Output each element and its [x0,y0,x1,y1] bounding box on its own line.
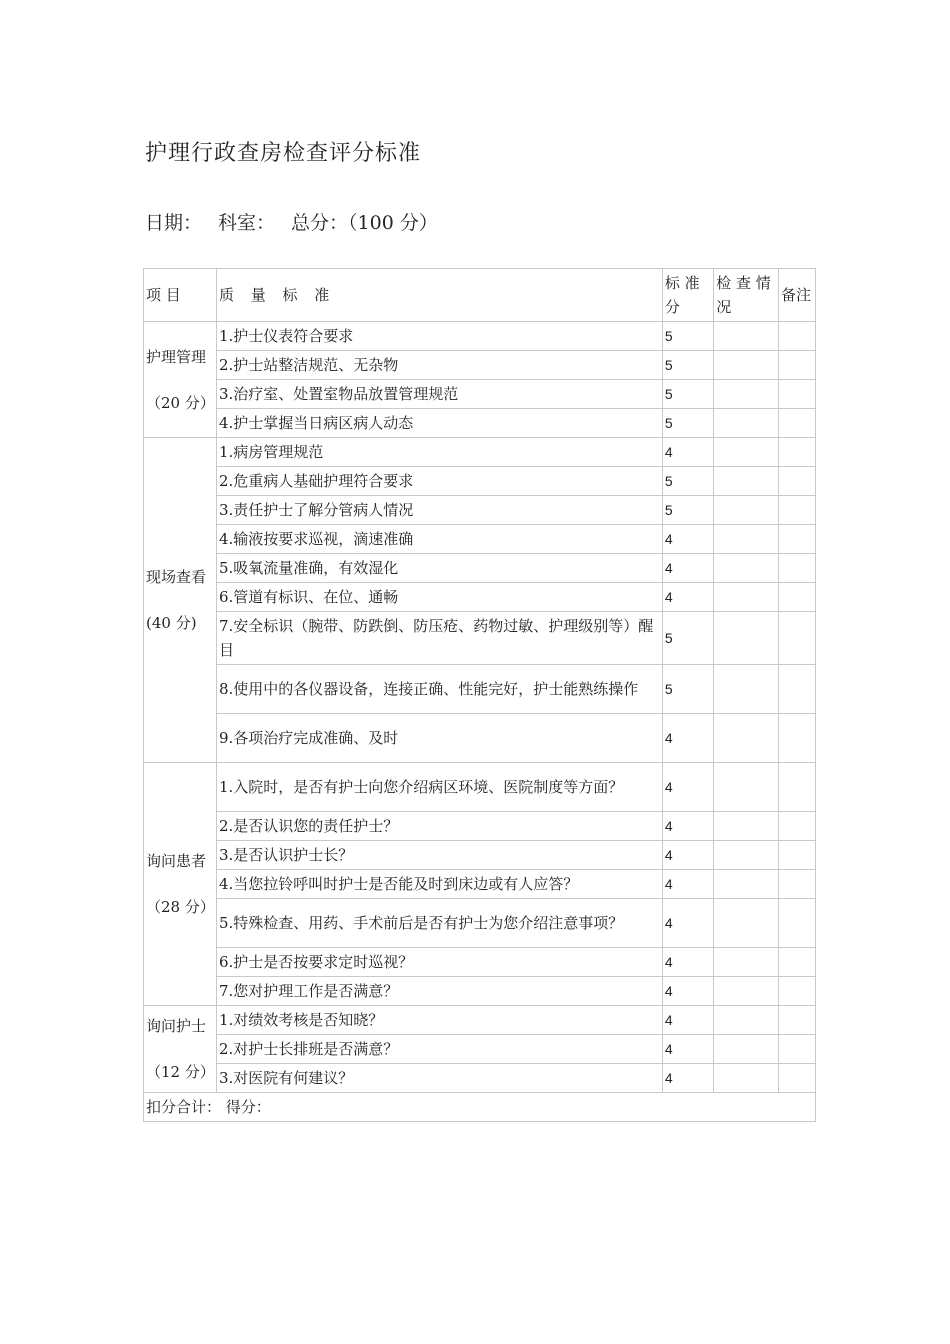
section-cell [144,438,217,763]
score-cell: 5 [662,496,713,525]
table-row [144,438,816,467]
standard-cell: 5.吸氧流量准确，有效湿化 [216,554,662,583]
standard-cell: 4.当您拉铃呼叫时护士是否能及时到床边或有人应答？ [216,870,662,899]
score-cell: 5 [662,409,713,438]
standard-cell: 5.特殊检查、用药、手术前后是否有护士为您介绍注意事项？ [216,899,662,948]
score-cell: 4 [662,899,713,948]
note-cell[interactable] [778,1006,815,1035]
standard-cell: 1.入院时，是否有护士向您介绍病区环境、医院制度等方面？ [216,763,662,812]
score-cell: 4 [662,583,713,612]
check-cell[interactable] [714,409,779,438]
standard-cell: 2.护士站整洁规范、无杂物 [216,351,662,380]
note-cell[interactable] [778,351,815,380]
standard-cell: 9.各项治疗完成准确、及时 [216,714,662,763]
standard-cell: 1.护士仪表符合要求 [216,322,662,351]
note-cell[interactable] [778,899,815,948]
check-cell[interactable] [714,899,779,948]
score-cell: 4 [662,948,713,977]
score-cell: 4 [662,763,713,812]
section-name: 现场查看 [146,568,207,586]
meta-line [145,208,454,235]
table-row [144,583,816,612]
page-title: 护理行政查房检查评分标准 [145,141,422,166]
standard-cell: 3.是否认识护士长？ [216,841,662,870]
score-cell: 5 [662,351,713,380]
table-row [144,1035,816,1064]
table-row [144,812,816,841]
check-cell[interactable] [714,612,779,665]
note-cell[interactable] [778,870,815,899]
score-cell: 4 [662,1035,713,1064]
note-cell[interactable] [778,763,815,812]
score-table [143,268,816,1122]
section-cell [144,1006,217,1093]
table-row [144,1006,816,1035]
table-row [144,380,816,409]
check-cell[interactable] [714,948,779,977]
section-cell [144,763,217,1006]
note-cell[interactable] [778,583,815,612]
check-cell[interactable] [714,525,779,554]
score-cell: 4 [662,714,713,763]
check-cell[interactable] [714,351,779,380]
section-cell [144,322,217,438]
check-cell[interactable] [714,496,779,525]
check-cell[interactable] [714,1035,779,1064]
standard-cell: 1.病房管理规范 [216,438,662,467]
table-row [144,665,816,714]
header-standard: 质 量 标 准 [216,269,662,322]
table-row [144,409,816,438]
standard-cell: 1.对绩效考核是否知晓？ [216,1006,662,1035]
check-cell[interactable] [714,870,779,899]
score-cell: 5 [662,322,713,351]
table-row [144,525,816,554]
table-row [144,841,816,870]
check-cell[interactable] [714,812,779,841]
note-cell[interactable] [778,812,815,841]
header-score: 标 准分 [662,269,713,322]
note-cell[interactable] [778,1064,815,1093]
note-cell[interactable] [778,841,815,870]
table-row [144,322,816,351]
score-cell: 4 [662,1064,713,1093]
score-cell: 4 [662,977,713,1006]
score-cell: 4 [662,554,713,583]
check-cell[interactable] [714,763,779,812]
note-cell[interactable] [778,467,815,496]
standard-cell: 6.管道有标识、在位、通畅 [216,583,662,612]
check-cell[interactable] [714,1006,779,1035]
note-cell[interactable] [778,665,815,714]
section-score: （28 分） [146,898,215,916]
standard-cell: 3.治疗室、处置室物品放置管理规范 [216,380,662,409]
note-cell[interactable] [778,554,815,583]
check-cell[interactable] [714,583,779,612]
table-row [144,899,816,948]
header-check: 检 查 情况 [714,269,779,322]
total-score-label: 总分：（100 分） [291,212,438,234]
standard-cell: 7.您对护理工作是否满意？ [216,977,662,1006]
standard-cell: 3.对医院有何建议？ [216,1064,662,1093]
department-label: 科室： [218,212,276,234]
standard-cell: 2.危重病人基础护理符合要求 [216,467,662,496]
header-note: 备注 [778,269,815,322]
score-cell: 4 [662,812,713,841]
check-cell[interactable] [714,322,779,351]
header-item: 项 目 [144,269,217,322]
note-cell[interactable] [778,438,815,467]
table-row [144,496,816,525]
score-cell: 5 [662,467,713,496]
note-cell[interactable] [778,1035,815,1064]
standard-cell: 8.使用中的各仪器设备，连接正确、性能完好，护士能熟练操作 [216,665,662,714]
deduction-total: 扣分合计： 得分： [144,1093,816,1122]
note-cell[interactable] [778,612,815,665]
date-label: 日期： [145,212,203,234]
check-cell[interactable] [714,841,779,870]
table-row [144,714,816,763]
standard-cell: 4.护士掌握当日病区病人动态 [216,409,662,438]
standard-cell: 6.护士是否按要求定时巡视？ [216,948,662,977]
score-cell: 4 [662,1006,713,1035]
section-name: 询问护士 [146,1017,207,1035]
table-row [144,351,816,380]
note-cell[interactable] [778,714,815,763]
check-cell[interactable] [714,714,779,763]
section-score: （20 分） [146,393,215,412]
table-row [144,948,816,977]
section-score: （12 分） [146,1063,215,1081]
standard-cell: 4.输液按要求巡视，滴速准确 [216,525,662,554]
score-cell: 5 [662,612,713,665]
score-cell: 4 [662,438,713,467]
check-cell[interactable] [714,1064,779,1093]
score-cell: 5 [662,665,713,714]
score-cell: 4 [662,525,713,554]
standard-cell: 3.责任护士了解分管病人情况 [216,496,662,525]
check-cell[interactable] [714,977,779,1006]
table-row [144,467,816,496]
note-cell[interactable] [778,409,815,438]
check-cell[interactable] [714,665,779,714]
note-cell[interactable] [778,977,815,1006]
note-cell[interactable] [778,525,815,554]
table-row [144,763,816,812]
check-cell[interactable] [714,467,779,496]
check-cell[interactable] [714,438,779,467]
table-row [144,870,816,899]
check-cell[interactable] [714,380,779,409]
score-cell: 5 [662,380,713,409]
standard-cell: 7.安全标识（腕带、防跌倒、防压疮、药物过敏、护理级别等）醒目 [216,612,662,665]
section-name: 询问患者 [146,852,207,870]
note-cell[interactable] [778,380,815,409]
note-cell[interactable] [778,322,815,351]
standard-cell: 2.对护士长排班是否满意？ [216,1035,662,1064]
section-score: (40 分) [146,614,197,632]
note-cell[interactable] [778,496,815,525]
table-row [144,554,816,583]
score-cell: 4 [662,841,713,870]
table-row [144,977,816,1006]
table-row [144,1064,816,1093]
section-name: 护理管理 [146,347,207,366]
check-cell[interactable] [714,554,779,583]
score-cell: 4 [662,870,713,899]
footer-row [144,1093,816,1122]
table-row [144,612,816,665]
standard-cell: 2.是否认识您的责任护士？ [216,812,662,841]
note-cell[interactable] [778,948,815,977]
header-row [144,269,816,322]
